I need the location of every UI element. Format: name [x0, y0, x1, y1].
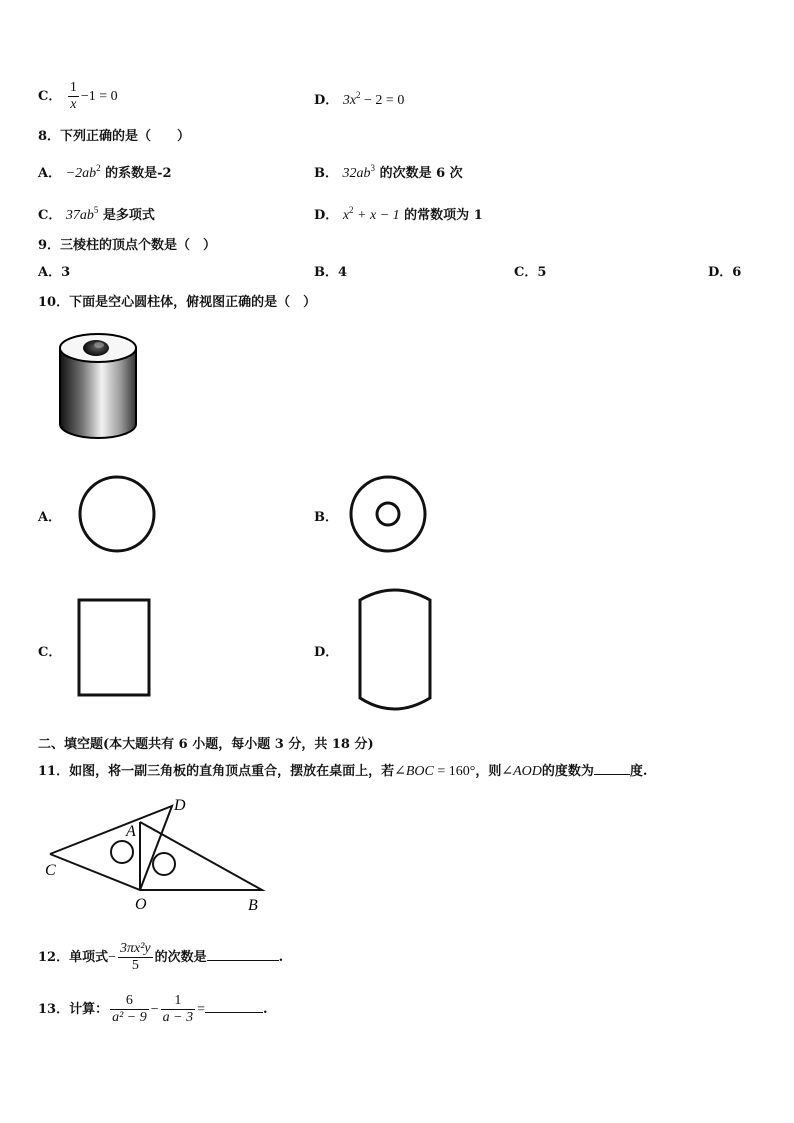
fraction: $\frac{6}{\text{a² − 9}}$ — [112, 993, 147, 1025]
label-a: A — [126, 823, 136, 840]
q9-option-b: B．4 — [314, 265, 348, 280]
q10-option-a-label: A． — [38, 510, 62, 525]
fraction: $\frac{1}{x}$ — [69, 80, 77, 112]
q7-option-d — [314, 89, 404, 109]
answer-blank[interactable] — [594, 762, 630, 775]
q12-stem: 12．单项式− $\frac{\text{3πx²y}}{5}$ 的次数是 . — [38, 941, 284, 973]
q9-option-c: C．5 — [514, 265, 547, 280]
option-c-rectangle-figure — [76, 597, 154, 699]
q10-stem: 10．下面是空心圆柱体，俯视图正确的是（ ） — [38, 295, 317, 310]
option-a-circle-figure — [76, 474, 160, 556]
q9-stem: 9．三棱柱的顶点个数是（ ） — [38, 238, 217, 253]
q7-option-c — [38, 80, 118, 113]
q13-stem: 13．计算： $\frac{6}{\text{a² − 9}}$ − $\frac{1}{a - 3}$ = . — [38, 993, 268, 1025]
option-label: C． — [38, 89, 62, 104]
q8-option-c: C． $37ab^5$ 是多项式 — [38, 205, 155, 223]
label-c: C — [45, 862, 56, 879]
section-title: 二、填空题(本大题共有 6 小题，每小题 3 分，共 18 分) — [38, 737, 374, 752]
fraction: $\frac{1}{a - 3}$ — [162, 993, 194, 1025]
option-label: D． — [314, 93, 339, 108]
label-o: O — [135, 896, 147, 913]
q8-stem: 8．下列正确的是（ ） — [38, 129, 191, 144]
label-b: B — [248, 897, 258, 914]
q9-option-d: D．6 — [708, 265, 742, 280]
math-expr: $3x^2 - 2 = 0$ — [342, 90, 405, 108]
option-b-concentric-circles-figure — [346, 474, 430, 556]
equation-rest: −1 = 0 — [80, 89, 118, 104]
q11-stem: 11．如图，将一副三角板的直角顶点重合，摆放在桌面上，若∠BOC = 160°，则∠AOD的度数为 度. — [38, 764, 648, 779]
q10-option-c-label: C． — [38, 645, 62, 660]
fraction: $\frac{\text{3πx²y}}{5}$ — [120, 941, 151, 973]
answer-blank[interactable] — [207, 948, 279, 961]
q8-option-d: D． $x^2 + x - 1$ 的常数项为 1 — [314, 205, 483, 223]
q9-option-a: A．3 — [38, 265, 71, 280]
q8-option-a: A． $-2ab^2$ 的系数是-2 — [38, 163, 172, 181]
q10-option-b-label: B． — [314, 510, 338, 525]
label-d: D — [174, 797, 186, 814]
answer-blank[interactable] — [205, 1000, 263, 1013]
triangle-set-figure — [40, 792, 276, 916]
q8-option-b: B． $32ab^3$ 的次数是 6 次 — [314, 163, 463, 181]
hollow-cylinder-figure — [50, 322, 150, 448]
q10-option-d-label: D． — [314, 645, 339, 660]
option-d-barrel-figure — [354, 586, 438, 716]
